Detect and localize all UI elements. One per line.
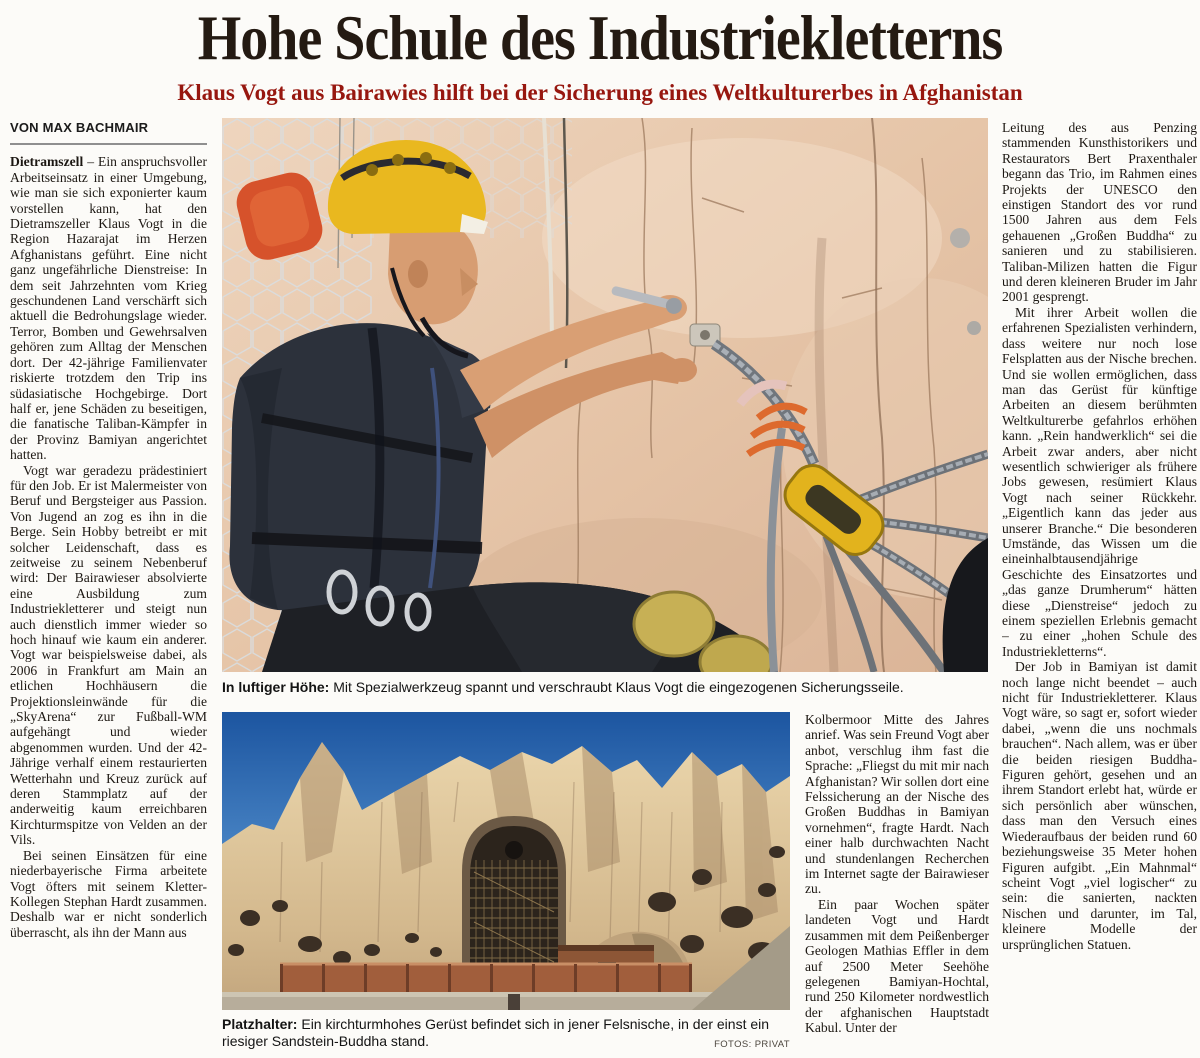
knee-pad — [634, 592, 714, 656]
page-title: Hohe Schule des Industriekletterns — [197, 3, 1003, 74]
compound-wall — [280, 964, 692, 992]
paragraph-lead — [10, 154, 207, 462]
photo-climber — [222, 118, 988, 672]
building-roof — [558, 945, 654, 951]
byline: VON MAX BACHMAIR — [10, 120, 207, 145]
photo-buddha-illustration — [222, 712, 790, 1010]
paragraph: Kolbermoor Mitte des Jahres anrief. Was sein Freund Vogt aber anbot, verschlug ihm fast die Sprache: „Fliegst du mit mir nach Afghanistan? Wir sollen dort eine Felssicherung an der Nische des Großen Buddhas in Bamiyan vornehmen“, fragte Hardt. Nach einer halb durchwachten Nacht und stundenlangen Recherchen im Internet sagte der Bairawieser zu. — [805, 712, 989, 897]
paragraph: Der Job in Bamiyan ist damit noch lange nicht beendet – auch nicht für Industriekletterer. Klaus Vogt wäre, so sagt er, sofort wieder dabei, „wenn die uns nochmals brauchen“. Nach allem, was er über die beiden riesigen Buddha-Figuren gehört, gesehen und an ihrem Standort erlebt hat, würde er sich persönlich aber wünschen, dass man den Versuch eines Wiederaufbaus der beiden rund 60 beziehungsweise 35 Meter hohen Figuren aufgibt. „Ein Mahnmal“ scheint Vogt „viel logischer“ zu sein: die sanierten, nackten Nischen und darunter, im Tal, kleinere Modelle der ursprünglichen Statuen. — [1002, 659, 1197, 952]
paragraph: Bei seinen Einsätzen für eine niederbayerische Firma arbeitete Vogt öfters mit seinem Kletter-Kollegen Stephan Hardt zusammen. Deshalb war er nicht sonderlich überrascht, als ihn der Mann aus — [10, 847, 207, 940]
caption-lead: Platzhalter: — [222, 1016, 298, 1032]
caption-text: Ein kirchturmhohes Gerüst befindet sich in jener Felsnische, in der einst ein riesiger Sandstein-Buddha stand. — [222, 1016, 770, 1049]
scaffold-base — [508, 994, 520, 1010]
dateline: Dietramszell — [10, 154, 84, 170]
paragraph-text: – Ein anspruchsvoller Arbeitseinsatz in einer Umgebung, wie man sie sich exponierter kaum vorstellen kann, hat den Dietramszeller Klaus Vogt in die Region Hazarajat im Herzen Afghanistans geführt. Eine nicht ganz ungefährliche Dienstreise: In dem seit Jahrzehnten vom Krieg geschundenen Land verschärft sich aktuell die Bedrohungslage wieder. Terror, Bomben und Gewehrsalven gehören zum Alltag der Menschen dort. Der 42-jährige Familienvater riskierte trotzdem den Trip ins südasiatische Hochgebirge. Dort half er, jene Schäden zu beseitigen, die fanatische Taliban-Kämpfer in der Provinz Bamiyan angerichtet hatten. — [10, 154, 207, 463]
caption-text: Mit Spezialwerkzeug spannt und verschraubt Klaus Vogt die eingezogenen Sicherungsseile. — [329, 679, 904, 695]
photo1-caption — [222, 679, 988, 696]
paragraph: Mit ihrer Arbeit wollen die erfahrenen Spezialisten verhindern, dass weitere nur noch lose Felsplatten aus der Nische brechen. Und sie wollen ermöglichen, dass man das Gerüst für künftige Arbeiten an diesem berühmten Weltkulturerbe gefahrlos erhöhen kann. „Rein handwerklich“ sei die Arbeit zwar anders, aber nicht wesentlich schwieriger als frühere Jobs gewesen, resümiert Klaus Vogt nach seiner Rückkehr. „Eigentlich kann das jeder aus unserer Branche.“ Die besonderen Umstände, das Wissen um die eineinhalbtausendjährige Geschichte des Einsatzortes und „das ganze Drumherum“ hätten diese „Dienstreise“ jedoch zu einem speziellen Erlebnis gemacht – zu einer „hohen Schule des Industriekletterns“. — [1002, 304, 1197, 659]
column-right — [1002, 120, 1197, 1058]
page-subtitle: Klaus Vogt aus Bairawies hilft bei der Sicherung eines Weltkulturerbes in Afghanistan — [177, 80, 1023, 105]
column-left — [10, 120, 207, 1058]
photo2-caption — [222, 1016, 790, 1056]
paragraph: Ein paar Wochen später landeten Vogt und Hardt zusammen mit dem Peißenberger Geologen Mathias Effler in dem auf 2500 Meter Seehöhe gelegenen Bamiyan-Hochtal, rund 250 Kilometer nordwestlich der afghanischen Hauptstadt Kabul. Unter der — [805, 896, 989, 1036]
column-middle — [805, 712, 989, 1058]
photo-credit: FOTOS: PRIVAT — [714, 1039, 790, 1050]
paragraph: Vogt war geradezu prädestiniert für den Job. Er ist Malermeister von Beruf und Bergsteiger aus Passion. Von Jugend an zog es ihn in die Berge. Sein Hobby betreibt er mit solcher Leidenschaft, dass es zeitweise zu seinem Nebenberuf wird: Der Bairawieser absolvierte eine Ausbildung zum Industriekletterer und steigt nun auch dienstlich immer wieder so hoch hinauf wie kaum ein anderer. Vogt war beispielsweise dabei, als 2006 in Frankfurt am Main an etlichen Hochhäusern die Projektionsleinwände für die „SkyArena“ zur Fußball-WM aufgehängt und wieder abgenommen wurden. Und der 42-Jährige verhalf einem restaurierten Wetterhahn und Kreuz zurück auf deren Stammplatz auf der anderweitig kaum erreichbaren Kirchturmspitze von Velden an der Vils. — [10, 462, 207, 848]
photo-climber-illustration — [222, 118, 988, 672]
paragraph: Leitung des aus Penzing stammenden Kunsthistorikers und Restaurators Bert Praxenthaler begann das Trio, im Rahmen eines Projekts der UNESCO den einstigen Standort des vor rund 1500 Jahren aus dem Fels gehauenen „Großen Buddha“ zu sanieren und zu stabilisieren. Taliban-Milizen hatten die Figur und deren kleineren Bruder im Jahr 2001 gesprengt. — [1002, 120, 1197, 305]
caption-lead: In luftiger Höhe: — [222, 679, 330, 695]
photo-buddha-niche — [222, 712, 790, 1010]
